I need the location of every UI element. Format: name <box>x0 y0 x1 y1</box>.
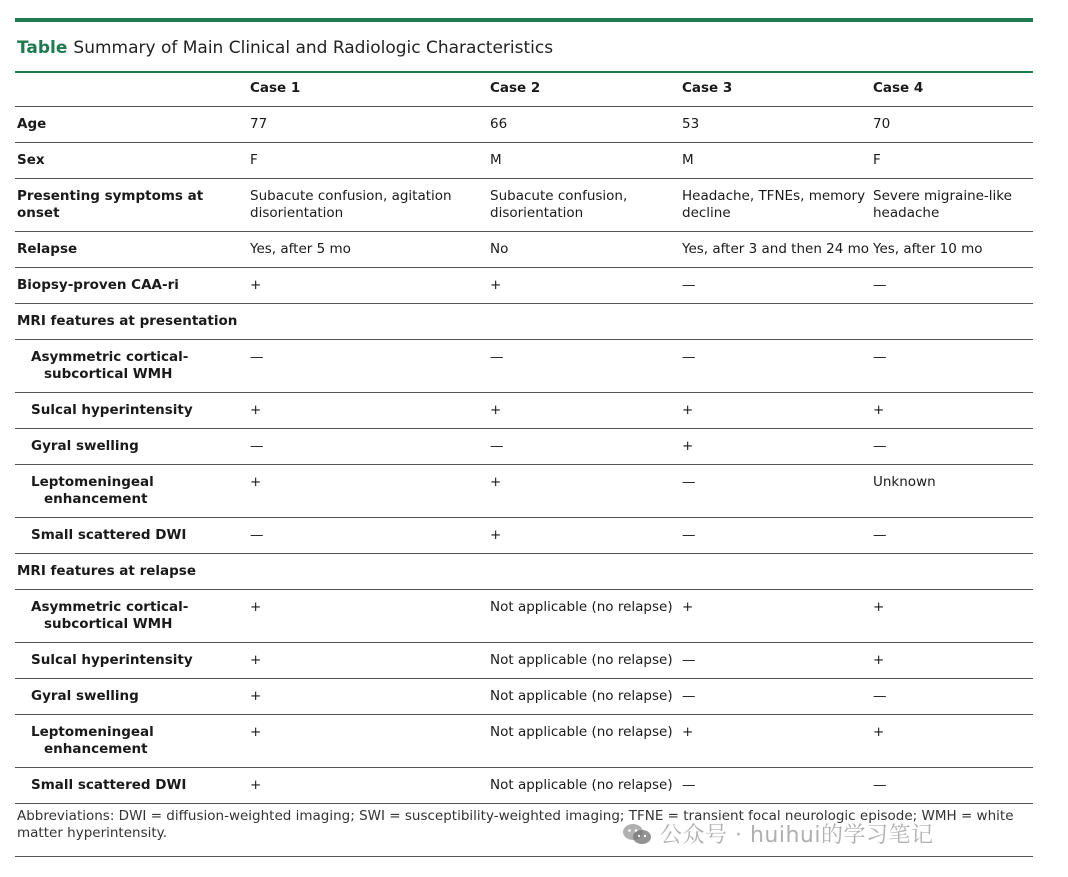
header-case-4: Case 4 <box>873 80 924 96</box>
table-cell: + <box>490 277 502 293</box>
table-cell: — <box>250 438 264 454</box>
table-cell: F <box>873 152 881 168</box>
table-cell: + <box>250 688 262 704</box>
table-cell <box>680 304 871 340</box>
table-cell: M <box>682 152 694 168</box>
table-cell: — <box>250 527 264 543</box>
row-label: Sulcal hyperintensity <box>31 652 193 668</box>
table-cell: + <box>250 777 262 793</box>
header-case-3: Case 3 <box>682 80 733 96</box>
row-label-line-1: Asymmetric cortical- <box>31 349 189 365</box>
row-label <box>15 340 248 393</box>
table-cell: + <box>873 652 885 668</box>
table-cell: + <box>250 402 262 418</box>
section-row <box>15 304 1033 340</box>
header-row <box>15 72 1033 107</box>
row-label: Relapse <box>17 241 78 257</box>
table-row <box>15 429 1033 465</box>
row-label-line-1: Leptomeningeal <box>31 724 154 740</box>
row-label: Age <box>17 116 47 132</box>
table-cell: — <box>682 777 696 793</box>
header-case-1: Case 1 <box>250 80 301 96</box>
row-label-line-2: enhancement <box>44 491 148 507</box>
table-cell: + <box>873 724 885 740</box>
row-label-line-2: enhancement <box>44 741 148 757</box>
table-row <box>15 268 1033 304</box>
row-label: Sulcal hyperintensity <box>31 402 193 418</box>
table-cell: — <box>873 688 887 704</box>
table-cell: Headache, TFNEs, memory decline <box>682 188 866 221</box>
table-cell: Not applicable (no relapse) <box>490 599 673 615</box>
table-cell: Not applicable (no relapse) <box>490 724 673 740</box>
table-cell: + <box>250 652 262 668</box>
table-row <box>15 768 1033 804</box>
row-label: Gyral swelling <box>31 438 139 454</box>
table-cell: 66 <box>490 116 508 132</box>
header-cell-empty <box>15 72 248 107</box>
section-label: MRI features at presentation <box>17 313 238 329</box>
table-cell: — <box>682 349 696 365</box>
table-cell: + <box>682 402 694 418</box>
row-label: Presenting symptoms at onset <box>17 188 204 221</box>
table-title <box>17 38 553 58</box>
section-row <box>15 554 1033 590</box>
table-row <box>15 107 1033 143</box>
wechat-icon <box>622 823 652 845</box>
table-cell: + <box>250 599 262 615</box>
watermark <box>622 818 933 849</box>
table-cell: — <box>682 688 696 704</box>
table-cell <box>680 554 871 590</box>
table-cell: M <box>490 152 502 168</box>
table-cell: — <box>873 349 887 365</box>
table-cell: + <box>873 402 885 418</box>
table-row <box>15 232 1033 268</box>
table-cell: F <box>250 152 258 168</box>
table-cell <box>248 304 488 340</box>
table-cell <box>488 554 680 590</box>
table-cell <box>248 554 488 590</box>
table-cell: Subacute confusion, agitation disorientation <box>250 188 452 221</box>
table-cell: — <box>682 652 696 668</box>
table-cell: + <box>682 438 694 454</box>
row-label: Gyral swelling <box>31 688 139 704</box>
table-cell: — <box>250 349 264 365</box>
table-cell: Subacute confusion, disorientation <box>490 188 628 221</box>
table-row <box>15 143 1033 179</box>
table-cell: — <box>682 277 696 293</box>
row-label: Sex <box>17 152 45 168</box>
row-label <box>15 465 248 518</box>
row-label: Small scattered DWI <box>31 527 187 543</box>
table-cell: — <box>490 438 504 454</box>
table-cell <box>871 554 1033 590</box>
table-cell: — <box>873 438 887 454</box>
table-cell: — <box>873 527 887 543</box>
watermark-text: 公众号 · huihui的学习笔记 <box>660 823 934 848</box>
table-cell: — <box>490 349 504 365</box>
table-cell: 77 <box>250 116 268 132</box>
table-cell: + <box>250 474 262 490</box>
row-label <box>15 590 248 643</box>
table-cell: Unknown <box>873 474 936 490</box>
table-cell: No <box>490 241 509 257</box>
table-cell: + <box>490 402 502 418</box>
table-row <box>15 679 1033 715</box>
table-cell: + <box>250 724 262 740</box>
table-row <box>15 179 1033 232</box>
table-cell: + <box>490 527 502 543</box>
table-cell: + <box>682 724 694 740</box>
table-row <box>15 465 1033 518</box>
table-cell: Yes, after 10 mo <box>873 241 983 257</box>
row-label: Biopsy-proven CAA-ri <box>17 277 179 293</box>
table-cell <box>871 304 1033 340</box>
top-rule <box>15 18 1033 22</box>
row-label-line-1: Leptomeningeal <box>31 474 154 490</box>
table-cell: Yes, after 5 mo <box>250 241 351 257</box>
table-cell: — <box>682 527 696 543</box>
table-cell: + <box>250 277 262 293</box>
table-cell: Not applicable (no relapse) <box>490 777 673 793</box>
table-cell: Not applicable (no relapse) <box>490 652 673 668</box>
row-label-line-1: Asymmetric cortical- <box>31 599 189 615</box>
table-row <box>15 643 1033 679</box>
table-cell: + <box>490 474 502 490</box>
table-cell: Severe migraine-like headache <box>873 188 1012 221</box>
header-case-2: Case 2 <box>490 80 541 96</box>
table-label: Table <box>17 38 68 58</box>
row-label-line-2: subcortical WMH <box>44 366 173 382</box>
row-label-line-2: subcortical WMH <box>44 616 173 632</box>
bottom-rule <box>15 856 1033 857</box>
table-cell: — <box>873 777 887 793</box>
table-row <box>15 340 1033 393</box>
table-cell: + <box>873 599 885 615</box>
table-row <box>15 590 1033 643</box>
characteristics-table <box>15 72 1033 804</box>
table-cell: + <box>682 599 694 615</box>
row-label: Small scattered DWI <box>31 777 187 793</box>
table-row <box>15 715 1033 768</box>
abbreviations-footnote: Abbreviations: DWI = diffusion-weighted imaging; SWI = susceptibility-weighted imaging; TFNE = transient focal neurologic episode; WMH = white matter hyperintensity. <box>17 808 1014 841</box>
section-label: MRI features at relapse <box>17 563 196 579</box>
table-title-text: Summary of Main Clinical and Radiologic Characteristics <box>73 38 554 58</box>
table-cell: Yes, after 3 and then 24 mo <box>682 241 870 257</box>
table-cell: Not applicable (no relapse) <box>490 688 673 704</box>
table-cell: 53 <box>682 116 700 132</box>
table-cell: — <box>682 474 696 490</box>
table-cell <box>488 304 680 340</box>
table-cell: 70 <box>873 116 891 132</box>
table-cell: — <box>873 277 887 293</box>
table-row <box>15 393 1033 429</box>
table-row <box>15 518 1033 554</box>
row-label <box>15 715 248 768</box>
